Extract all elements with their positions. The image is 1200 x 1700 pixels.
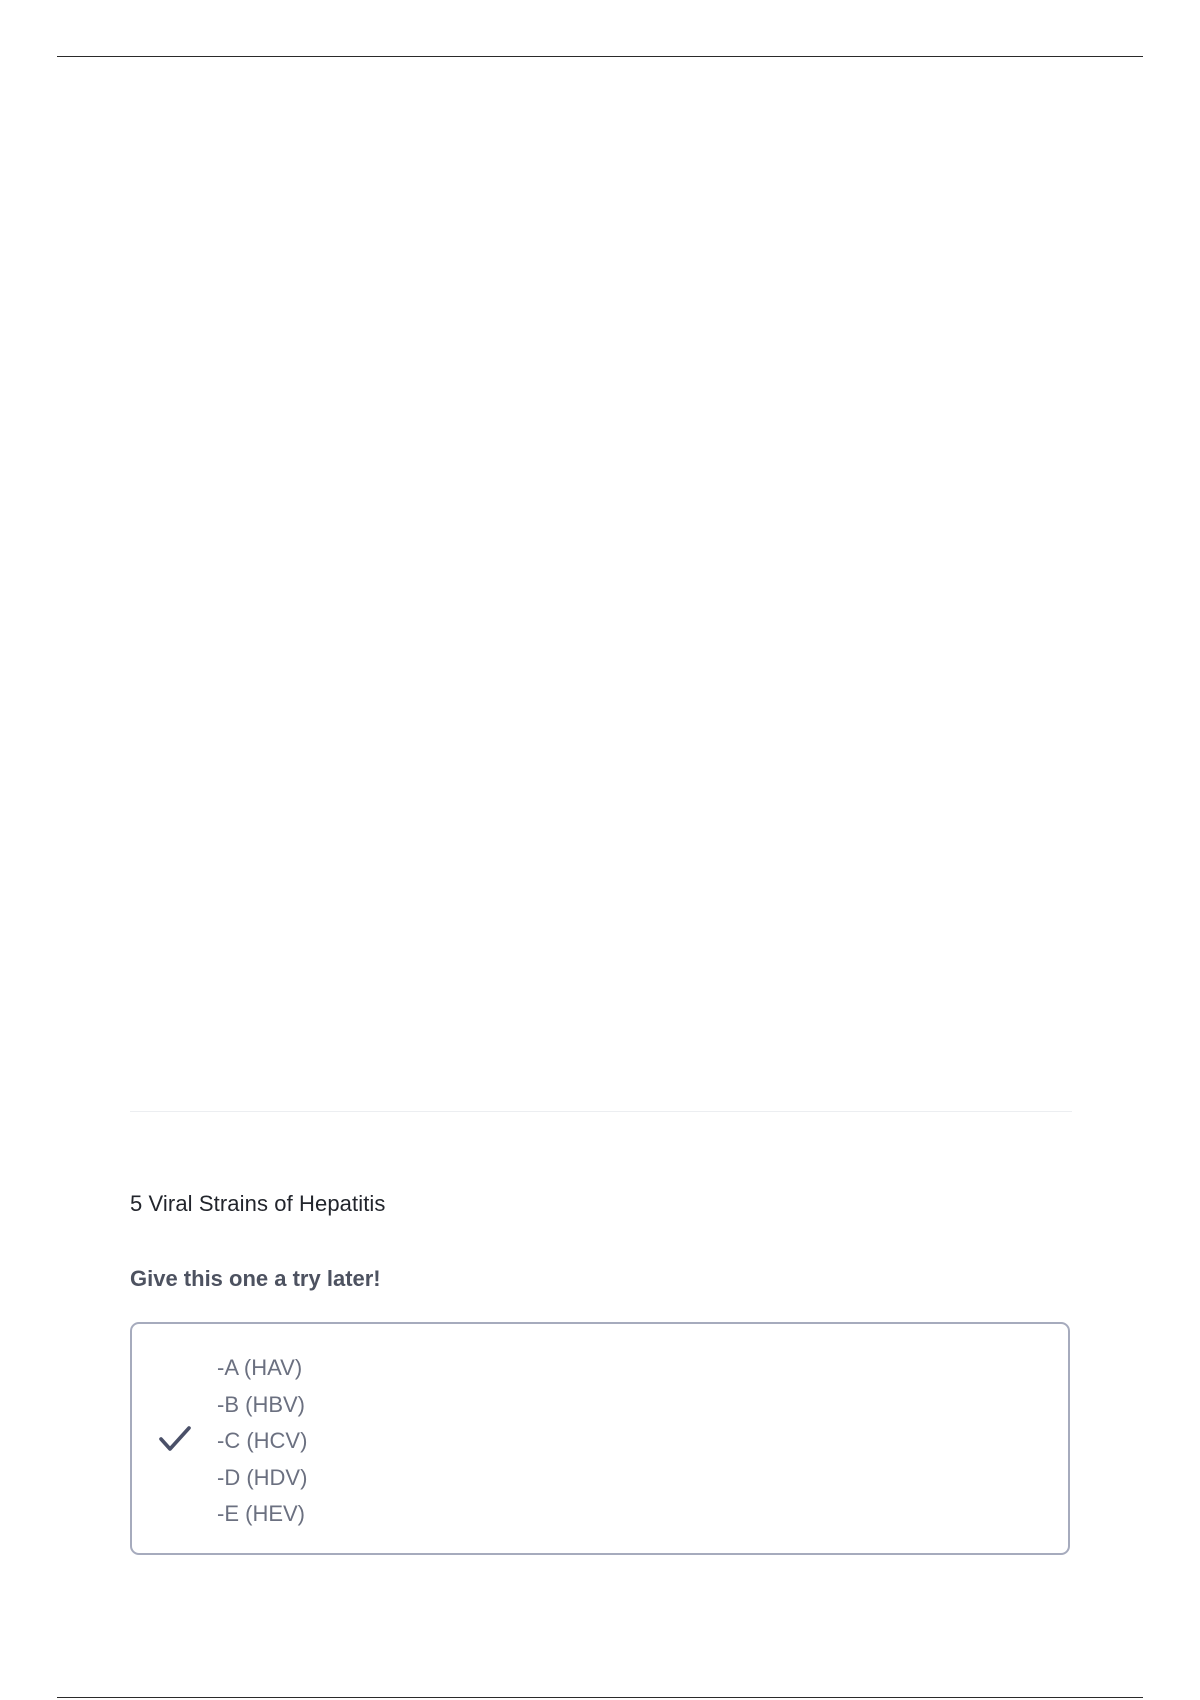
answer-line: -C (HCV) [217, 1428, 308, 1453]
card-prompt: Give this one a try later! [130, 1266, 381, 1291]
answer-line: -A (HAV) [217, 1355, 303, 1380]
section-divider [130, 1111, 1072, 1112]
answer-line: -D (HDV) [217, 1464, 308, 1490]
card-title: 5 Viral Strains of Hepatitis [130, 1191, 386, 1216]
page-top-rule [57, 56, 1143, 57]
answer-line: -E (HEV) [217, 1501, 305, 1526]
answer-line: -B (HBV) [217, 1391, 305, 1417]
answer-list [217, 1350, 307, 1533]
page-bottom-rule [57, 1697, 1143, 1698]
checkmark-icon [158, 1424, 192, 1454]
